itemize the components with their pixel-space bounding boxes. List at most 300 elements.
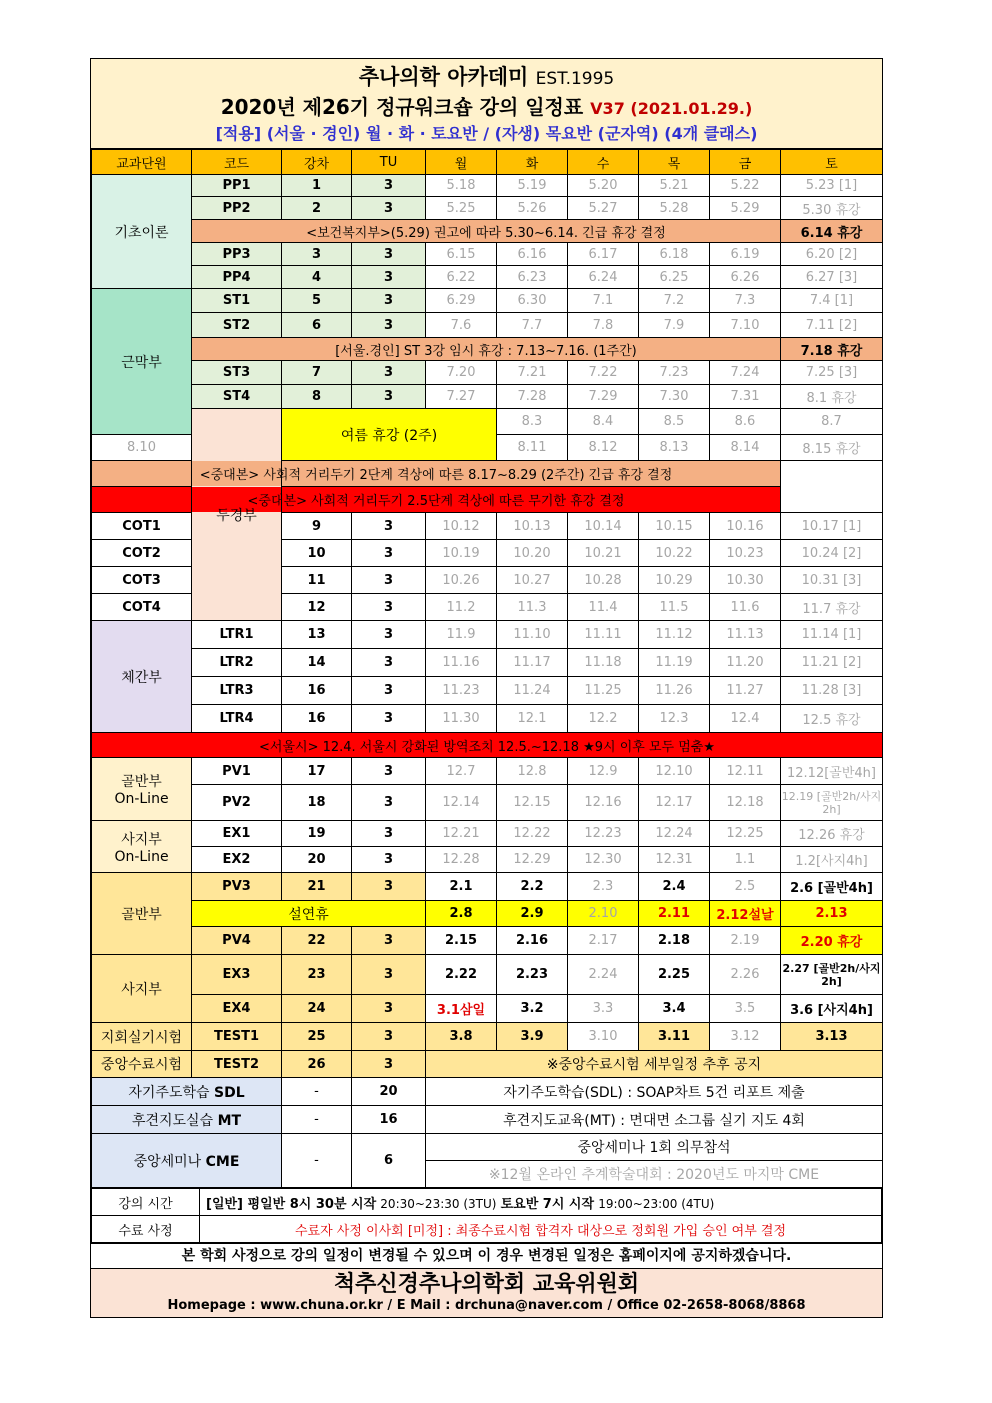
lecture-no-ltr4: 16: [282, 705, 352, 733]
code-cme: CME: [205, 1153, 240, 1170]
date-pp2-thu: 5.28: [639, 197, 710, 220]
date-st2-mon: 7.6: [426, 313, 497, 338]
lecture-no-ltr2: 14: [282, 649, 352, 677]
unit-name-cme: 중앙세미나: [133, 1153, 202, 1170]
notice-row-1: [92, 220, 883, 243]
code-ltr4: LTR4: [192, 705, 282, 733]
date-pp3-wed: 6.17: [568, 243, 639, 266]
lecture-no-ltr3: 16: [282, 677, 352, 705]
date-test1-sat: 3.13: [781, 1023, 883, 1051]
code-pp3: PP3: [192, 243, 282, 266]
date-sum2-mon: 8.10: [92, 435, 192, 461]
code-test1: TEST1: [192, 1023, 282, 1051]
date-sum2-wed: 8.12: [568, 435, 639, 461]
date-pv3-thu: 2.4: [639, 873, 710, 901]
date-ltr2-fri: 11.20: [710, 649, 781, 677]
code-st2: ST2: [192, 313, 282, 338]
version-label: V37 (2021.01.29.): [590, 99, 753, 118]
row-ex3: [92, 955, 883, 995]
date-sum2-sat: 8.15 휴강: [781, 435, 883, 461]
tu-cot2: 3: [352, 540, 426, 567]
date-pv4-fri: 2.19: [710, 927, 781, 955]
code-ex2: EX2: [192, 847, 282, 873]
date-pv2-sat: 12.19 [골반2h/사지2h]: [781, 785, 883, 821]
row-pv4: [92, 927, 883, 955]
completion-label: 수료 사정: [92, 1216, 200, 1243]
row-sdl: [92, 1078, 883, 1106]
tu-ltr3: 3: [352, 677, 426, 705]
date-cot3-wed: 10.28: [568, 567, 639, 594]
date-cot1-wed: 10.14: [568, 513, 639, 540]
notice-st-closure: [서울.경인] ST 3강 임시 휴강 : 7.13~7.16. (1주간): [192, 338, 781, 361]
tu-st2: 3: [352, 313, 426, 338]
date-st4-thu: 7.30: [639, 385, 710, 409]
row-st3: [92, 361, 883, 385]
tu-st1: 3: [352, 289, 426, 313]
notice-row-4: [92, 487, 883, 513]
code-mt: MT: [217, 1112, 242, 1129]
date-cot2-tue: 10.20: [497, 540, 568, 567]
date-cot4-fri: 11.6: [710, 594, 781, 621]
code-pp1: PP1: [192, 175, 282, 197]
tu-pv1: 3: [352, 758, 426, 785]
unit-u6: 사지부 On-Line: [92, 821, 192, 873]
lecture-no-st2: 6: [282, 313, 352, 338]
date-test1-fri: 3.12: [710, 1023, 781, 1051]
date-ex3-thu: 2.25: [639, 955, 710, 995]
date-pv3-mon: 2.1: [426, 873, 497, 901]
date-holiday-wed: 2.10: [568, 901, 639, 927]
date-pv4-tue: 2.16: [497, 927, 568, 955]
tu-ltr2: 3: [352, 649, 426, 677]
code-pp2: PP2: [192, 197, 282, 220]
date-sum1-fri: 8.7: [781, 409, 883, 435]
date-ex2-fri: 1.1: [710, 847, 781, 873]
tu-pp3: 3: [352, 243, 426, 266]
lecture-no-cme: -: [282, 1134, 352, 1188]
date-pp2-wed: 5.27: [568, 197, 639, 220]
date-pv3-fri: 2.5: [710, 873, 781, 901]
row-test2: [92, 1051, 883, 1078]
row-st1: [92, 289, 883, 313]
row-pv1: [92, 758, 883, 785]
code-pv2: PV2: [192, 785, 282, 821]
footer-org: [91, 1268, 882, 1317]
code-sdl: SDL: [213, 1084, 245, 1101]
col-mon: 월: [426, 150, 497, 175]
date-ltr1-fri: 11.13: [710, 621, 781, 649]
notice-distancing-25: <중대본> 사회적 거리두기 2.5단계 격상에 따른 무기한 휴강 결정: [92, 487, 781, 513]
tu-test1: 3: [352, 1023, 426, 1051]
row-summer-1: [92, 409, 883, 435]
date-ltr4-mon: 11.30: [426, 705, 497, 733]
date-ltr1-thu: 11.12: [639, 621, 710, 649]
date-pv1-fri: 12.11: [710, 758, 781, 785]
date-pp3-tue: 6.16: [497, 243, 568, 266]
lecture-no-pv3: 21: [282, 873, 352, 901]
lecture-no-cot4: 12: [282, 594, 352, 621]
lecture-time-value: [200, 1189, 882, 1216]
unit-test2: 중앙수료시험: [92, 1051, 192, 1078]
row-ltr3: [92, 677, 883, 705]
date-pv1-sat: 12.12[골반4h]: [781, 758, 883, 785]
date-st3-wed: 7.22: [568, 361, 639, 385]
date-ex2-sat: 1.2[사지4h]: [781, 847, 883, 873]
lecture-no-pp2: 2: [282, 197, 352, 220]
date-pv1-tue: 12.8: [497, 758, 568, 785]
notice-distancing-2: <중대본> 사회적 거리두기 2단계 격상에 따른 8.17~8.29 (2주간) 긴급 휴강 결정: [92, 461, 781, 487]
date-pv2-mon: 12.14: [426, 785, 497, 821]
notice-covid-1: <보건복지부>(5.29) 권고에 따라 5.30~6.14. 긴급 휴강 결정: [192, 220, 781, 243]
date-ex4-fri: 3.5: [710, 995, 781, 1023]
row-ltr1: [92, 621, 883, 649]
col-code: 코드: [192, 150, 282, 175]
code-cot3: COT3: [92, 567, 192, 594]
tu-ex1: 3: [352, 821, 426, 847]
date-ltr3-mon: 11.23: [426, 677, 497, 705]
date-cot1-thu: 10.15: [639, 513, 710, 540]
row-ex2: [92, 847, 883, 873]
date-holiday-sat: 2.13: [781, 901, 883, 927]
contact-info: Homepage : www.chuna.or.kr / E Mail : drchuna@naver.com / Office 02-2658-8068/8868: [167, 1298, 806, 1313]
date-pp2-sat: 5.30 휴강: [781, 197, 883, 220]
date-pp1-tue: 5.19: [497, 175, 568, 197]
date-ltr3-thu: 11.26: [639, 677, 710, 705]
date-sum2-tue: 8.11: [497, 435, 568, 461]
unit-u4: 체간부: [92, 621, 192, 733]
date-pp4-fri: 6.26: [710, 266, 781, 289]
date-pp2-mon: 5.25: [426, 197, 497, 220]
lecture-no-pp1: 1: [282, 175, 352, 197]
date-ltr3-sat: 11.28 [3]: [781, 677, 883, 705]
unit-u1: 기초이론: [92, 175, 192, 289]
lecture-no-ltr1: 13: [282, 621, 352, 649]
date-cot1-sat: 10.17 [1]: [781, 513, 883, 540]
lecture-no-cot3: 11: [282, 567, 352, 594]
code-pv4: PV4: [192, 927, 282, 955]
date-test1-thu: 3.11: [639, 1023, 710, 1051]
tu-sdl: 20: [352, 1078, 426, 1106]
date-ltr3-tue: 11.24: [497, 677, 568, 705]
tu-ex2: 3: [352, 847, 426, 873]
date-ltr1-mon: 11.9: [426, 621, 497, 649]
info-table: [91, 1188, 882, 1243]
row-pv3: [92, 873, 883, 901]
lecture-no-ex2: 20: [282, 847, 352, 873]
col-wed: 수: [568, 150, 639, 175]
row-ex4: [92, 995, 883, 1023]
date-sum2-fri: 8.14: [710, 435, 781, 461]
date-ex3-tue: 2.23: [497, 955, 568, 995]
date-ltr4-tue: 12.1: [497, 705, 568, 733]
notice-covid-1-sat: 6.14 휴강: [781, 220, 883, 243]
lecture-no-pv2: 18: [282, 785, 352, 821]
schedule-change-notice: 본 학회 사정으로 강의 일정이 변경될 수 있으며 이 경우 변경된 일정은 홈페이지에 공지하겠습니다.: [91, 1243, 882, 1268]
date-pp1-thu: 5.21: [639, 175, 710, 197]
tu-pv3: 3: [352, 873, 426, 901]
code-ex4: EX4: [192, 995, 282, 1023]
unit-u3: 두경부: [192, 409, 282, 621]
col-fri: 금: [710, 150, 781, 175]
date-ex1-thu: 12.24: [639, 821, 710, 847]
tu-mt: 16: [352, 1106, 426, 1134]
tu-pp1: 3: [352, 175, 426, 197]
date-ltr2-wed: 11.18: [568, 649, 639, 677]
date-pp3-mon: 6.15: [426, 243, 497, 266]
date-sum1-thu: 8.6: [710, 409, 781, 435]
lecture-time-label: 강의 시간: [92, 1189, 200, 1216]
date-cot4-sat: 11.7 휴강: [781, 594, 883, 621]
date-sum1-wed: 8.5: [639, 409, 710, 435]
date-cot2-fri: 10.23: [710, 540, 781, 567]
date-pp4-sat: 6.27 [3]: [781, 266, 883, 289]
tu-pp4: 3: [352, 266, 426, 289]
date-ex4-sat: 3.6 [사지4h]: [781, 995, 883, 1023]
date-cot3-fri: 10.30: [710, 567, 781, 594]
lecture-time-weekday-label: [일반] 평일반 8시 30분 시작: [206, 1196, 377, 1212]
tu-cot4: 3: [352, 594, 426, 621]
date-ex1-mon: 12.21: [426, 821, 497, 847]
date-cot1-fri: 10.16: [710, 513, 781, 540]
row-pp1: [92, 175, 883, 197]
code-st1: ST1: [192, 289, 282, 313]
lecture-no-mt: -: [282, 1106, 352, 1134]
date-ltr2-tue: 11.17: [497, 649, 568, 677]
unit-name-sdl: 자기주도학습: [128, 1084, 210, 1101]
date-pp3-sat: 6.20 [2]: [781, 243, 883, 266]
date-ex2-thu: 12.31: [639, 847, 710, 873]
date-ex4-wed: 3.3: [568, 995, 639, 1023]
date-cot3-mon: 10.26: [426, 567, 497, 594]
unit-sdl: [92, 1078, 282, 1106]
date-cot4-thu: 11.5: [639, 594, 710, 621]
date-ltr4-sat: 12.5 휴강: [781, 705, 883, 733]
date-pv3-tue: 2.2: [497, 873, 568, 901]
date-ltr3-fri: 11.27: [710, 677, 781, 705]
notice-st-closure-sat: 7.18 휴강: [781, 338, 883, 361]
code-st3: ST3: [192, 361, 282, 385]
date-pv2-wed: 12.16: [568, 785, 639, 821]
tu-ex3: 3: [352, 955, 426, 995]
lecture-no-ex3: 23: [282, 955, 352, 995]
row-st2: [92, 313, 883, 338]
row-pp3: [92, 243, 883, 266]
date-pp2-fri: 5.29: [710, 197, 781, 220]
lecture-time-weekday: 20:30~23:30 (3TU): [380, 1196, 497, 1211]
date-cot3-thu: 10.29: [639, 567, 710, 594]
date-ltr1-wed: 11.11: [568, 621, 639, 649]
lecture-no-st1: 5: [282, 289, 352, 313]
date-pp4-wed: 6.24: [568, 266, 639, 289]
cme-note-1: 중앙세미나 1회 의무참석: [426, 1134, 883, 1161]
date-cot1-tue: 10.13: [497, 513, 568, 540]
code-st4: ST4: [192, 385, 282, 409]
row-pp4: [92, 266, 883, 289]
date-ex4-thu: 3.4: [639, 995, 710, 1023]
date-pv4-sat: 2.20 휴강: [781, 927, 883, 955]
schedule-table: [91, 149, 883, 1188]
date-st1-fri: 7.3: [710, 289, 781, 313]
tu-pp2: 3: [352, 197, 426, 220]
date-cot3-sat: 10.31 [3]: [781, 567, 883, 594]
date-ltr1-tue: 11.10: [497, 621, 568, 649]
lecture-time-sat: 19:00~23:00 (4TU): [598, 1196, 715, 1211]
date-st2-tue: 7.7: [497, 313, 568, 338]
date-pp1-fri: 5.22: [710, 175, 781, 197]
unit-u2: 근막부: [92, 289, 192, 435]
code-pv3: PV3: [192, 873, 282, 901]
date-st3-thu: 7.23: [639, 361, 710, 385]
date-test1-tue: 3.9: [497, 1023, 568, 1051]
date-ex2-tue: 12.29: [497, 847, 568, 873]
date-st4-fri: 7.31: [710, 385, 781, 409]
unit-mt: [92, 1106, 282, 1134]
date-pp3-thu: 6.18: [639, 243, 710, 266]
tu-cme: 6: [352, 1134, 426, 1188]
date-ltr4-wed: 12.2: [568, 705, 639, 733]
date-ex1-wed: 12.23: [568, 821, 639, 847]
date-ltr2-mon: 11.16: [426, 649, 497, 677]
date-pv2-fri: 12.18: [710, 785, 781, 821]
date-holiday-thu: 2.11: [639, 901, 710, 927]
row-pp2: [92, 197, 883, 220]
schedule-sheet: [90, 58, 883, 1318]
date-st3-sat: 7.25 [3]: [781, 361, 883, 385]
date-st1-wed: 7.1: [568, 289, 639, 313]
date-pv1-wed: 12.9: [568, 758, 639, 785]
test2-note: ※중앙수료시험 세부일정 추후 공지: [426, 1051, 883, 1078]
unit-cme: [92, 1134, 282, 1188]
lecture-no-st3: 7: [282, 361, 352, 385]
date-st4-sat: 8.1 휴강: [781, 385, 883, 409]
date-st1-mon: 6.29: [426, 289, 497, 313]
date-ex2-wed: 12.30: [568, 847, 639, 873]
date-pp3-fri: 6.19: [710, 243, 781, 266]
col-sat: 토: [781, 150, 883, 175]
date-test1-wed: 3.10: [568, 1023, 639, 1051]
date-st2-fri: 7.10: [710, 313, 781, 338]
date-st2-wed: 7.8: [568, 313, 639, 338]
col-tu: TU: [352, 150, 426, 175]
lecture-no-pv4: 22: [282, 927, 352, 955]
code-test2: TEST2: [192, 1051, 282, 1078]
date-ex3-mon: 2.22: [426, 955, 497, 995]
date-cot2-mon: 10.19: [426, 540, 497, 567]
lecture-no-sdl: -: [282, 1078, 352, 1106]
date-pv2-tue: 12.15: [497, 785, 568, 821]
date-holiday-mon: 2.8: [426, 901, 497, 927]
tu-ltr4: 3: [352, 705, 426, 733]
tu-cot3: 3: [352, 567, 426, 594]
row-mt: [92, 1106, 883, 1134]
row-pv2: [92, 785, 883, 821]
date-sum1-tue: 8.4: [568, 409, 639, 435]
code-pv1: PV1: [192, 758, 282, 785]
date-cot3-tue: 10.27: [497, 567, 568, 594]
col-unit: 교과단원: [92, 150, 192, 175]
cme-note-2: ※12월 온라인 추계학술대회 : 2020년도 마지막 CME: [426, 1161, 883, 1188]
tu-pv4: 3: [352, 927, 426, 955]
code-ltr2: LTR2: [192, 649, 282, 677]
date-cot4-mon: 11.2: [426, 594, 497, 621]
date-ltr2-sat: 11.21 [2]: [781, 649, 883, 677]
date-pp4-mon: 6.22: [426, 266, 497, 289]
row-test1: [92, 1023, 883, 1051]
date-sum1-mon: 8.3: [497, 409, 568, 435]
date-ex4-mon: 3.1삼일: [426, 995, 497, 1023]
date-st3-tue: 7.21: [497, 361, 568, 385]
schedule-title: 2020년 제26기 정규워크숍 강의 일정표: [220, 95, 584, 119]
lecture-no-test1: 25: [282, 1023, 352, 1051]
date-pp1-wed: 5.20: [568, 175, 639, 197]
lecture-no-pv1: 17: [282, 758, 352, 785]
unit-u5: 골반부 On-Line: [92, 758, 192, 821]
date-cot2-thu: 10.22: [639, 540, 710, 567]
date-holiday-fri: 2.12설날: [710, 901, 781, 927]
date-pv4-mon: 2.15: [426, 927, 497, 955]
date-st1-tue: 6.30: [497, 289, 568, 313]
date-ltr4-thu: 12.3: [639, 705, 710, 733]
lecture-no-st4: 8: [282, 385, 352, 409]
sdl-note: 자기주도학습(SDL) : SOAP차트 5건 리포트 제출: [426, 1078, 883, 1106]
date-pv1-mon: 12.7: [426, 758, 497, 785]
lecture-no-pp4: 4: [282, 266, 352, 289]
notice-seoul-measures: <서울시> 12.4. 서울시 강화된 방역조치 12.5.~12.18 ★9시 이후 모두 멈춤★: [92, 733, 883, 758]
lecture-no-cot1: 9: [282, 513, 352, 540]
lunar-new-year-holiday: 설연휴: [192, 901, 426, 927]
date-ltr4-fri: 12.4: [710, 705, 781, 733]
tu-st4: 3: [352, 385, 426, 409]
completion-text: 수료자 사정 이사회 [미정] : 최종수료시험 합격자 대상으로 정회원 가입 승인 여부 결정: [200, 1216, 882, 1243]
code-ex1: EX1: [192, 821, 282, 847]
summer-break: 여름 휴강 (2주): [282, 409, 497, 461]
column-header-row: [92, 150, 883, 175]
row-ex1: [92, 821, 883, 847]
date-test1-mon: 3.8: [426, 1023, 497, 1051]
unit-u7: 골반부: [92, 873, 192, 955]
unit-test1: 지회실기시험: [92, 1023, 192, 1051]
unit-name-mt: 후견지도실습: [131, 1112, 214, 1129]
notice-row-5: [92, 733, 883, 758]
row-cme: [92, 1134, 883, 1161]
date-st4-mon: 7.27: [426, 385, 497, 409]
date-cot2-sat: 10.24 [2]: [781, 540, 883, 567]
date-st3-mon: 7.20: [426, 361, 497, 385]
code-cot1: COT1: [92, 513, 192, 540]
date-st4-wed: 7.29: [568, 385, 639, 409]
col-tue: 화: [497, 150, 568, 175]
date-ex1-tue: 12.22: [497, 821, 568, 847]
code-ex3: EX3: [192, 955, 282, 995]
date-st2-thu: 7.9: [639, 313, 710, 338]
date-ltr2-thu: 11.19: [639, 649, 710, 677]
row-ltr2: [92, 649, 883, 677]
date-ex3-fri: 2.26: [710, 955, 781, 995]
date-pp4-thu: 6.25: [639, 266, 710, 289]
tu-test2: 3: [352, 1051, 426, 1078]
date-cot2-wed: 10.21: [568, 540, 639, 567]
row-st4: [92, 385, 883, 409]
date-ex3-wed: 2.24: [568, 955, 639, 995]
tu-st3: 3: [352, 361, 426, 385]
completion-row: [92, 1216, 882, 1243]
lecture-time-sat-label: 토요반 7시 시작: [500, 1196, 595, 1212]
apply-classes: [적용] (서울 · 경인) 월 · 화 · 토요반 / (자생) 목요반 (군자역) (4개 클래스): [215, 124, 758, 143]
unit-u8: 사지부: [92, 955, 192, 1023]
code-pp4: PP4: [192, 266, 282, 289]
notice-row-3: [92, 461, 883, 487]
date-ltr1-sat: 11.14 [1]: [781, 621, 883, 649]
